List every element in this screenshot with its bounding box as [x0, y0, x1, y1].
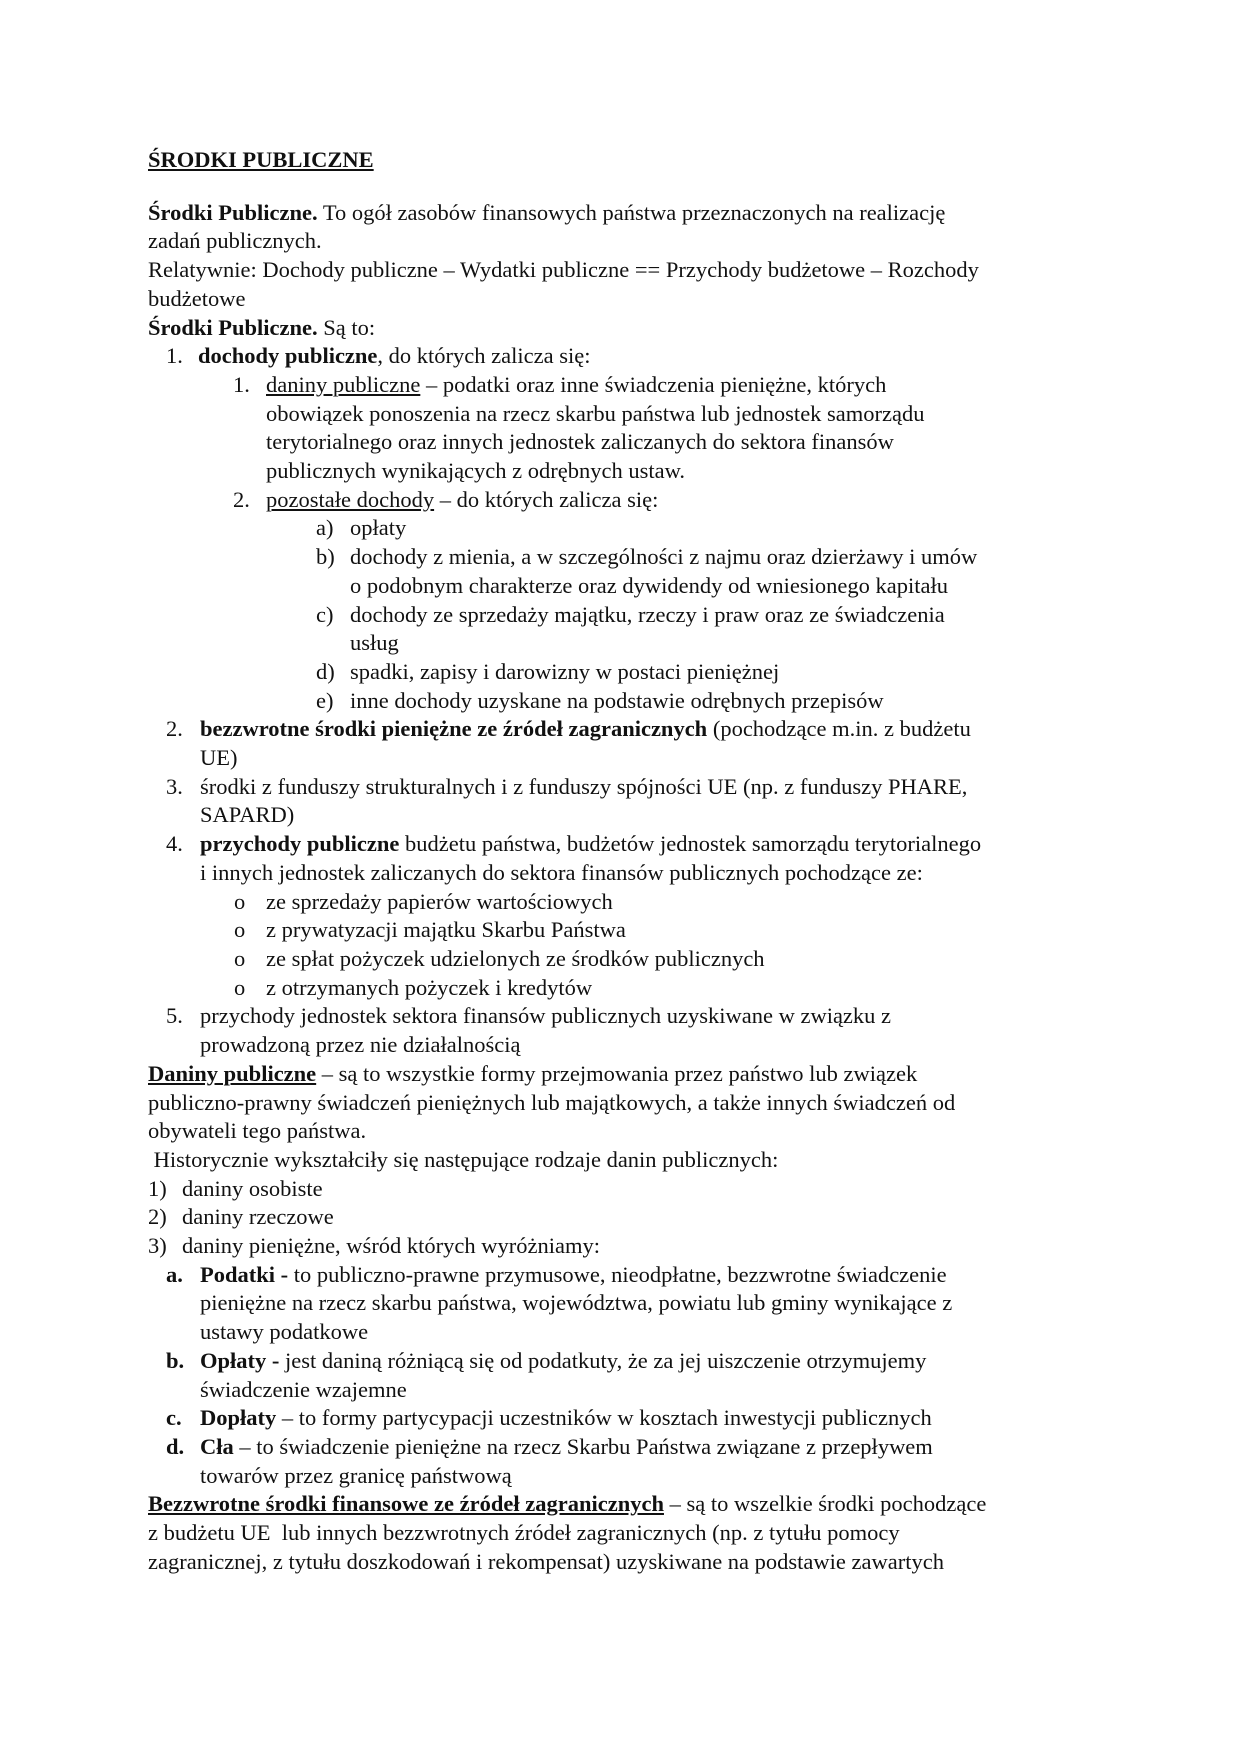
daniny-line-2: publiczno-prawny świadczeń pieniężnych lub majątkowych, a także innych świadczeń od	[148, 1089, 956, 1115]
bezzwrotne-line-3: zagranicznej, z tytułu doszkodowań i rekompensat) uzyskiwane na podstawie zawartych	[148, 1548, 944, 1574]
letter-item-a: a) opłaty	[316, 515, 407, 541]
list-item-5-line-2: prowadzoną przez nie działalnością	[200, 1032, 521, 1058]
bullet-item: o ze spłat pożyczek udzielonych ze środków publicznych	[234, 945, 765, 971]
list-item-4-line-2: i innych jednostek zaliczanych do sektora finansów publicznych pochodzące ze:	[200, 859, 923, 885]
list-item-4: 4. przychody publiczne budżetu państwa, budżetów jednostek samorządu terytorialnego	[166, 831, 982, 857]
bullet-item: o ze sprzedaży papierów wartościowych	[234, 888, 613, 914]
daniny-sub-a-line-3: ustawy podatkowe	[200, 1319, 369, 1345]
letter-item-c: c) dochody ze sprzedaży majątku, rzeczy i praw oraz ze świadczenia	[316, 601, 945, 627]
letter-item-b: b) dochody z mienia, a w szczególności z najmu oraz dzierżawy i umów	[316, 544, 978, 570]
bezzwrotne-definition: Bezzwrotne środki finansowe ze źródeł zagranicznych – są to wszelkie środki pochodzące	[148, 1491, 987, 1517]
daniny-item-1: 1) daniny osobiste	[148, 1175, 323, 1201]
daniny-definition: Daniny publiczne – są to wszystkie formy przejmowania przez państwo lub związek	[148, 1060, 918, 1086]
list-item-1: 1. dochody publiczne, do których zalicza się:	[166, 343, 591, 369]
daniny-item-3: 3) daniny pieniężne, wśród których wyróżniamy:	[148, 1233, 601, 1259]
letter-item-d: d) spadki, zapisy i darowizny w postaci pieniężnej	[316, 658, 780, 684]
daniny-sub-d-line-2: towarów przez granicę państwową	[200, 1462, 512, 1488]
definition-line-2: zadań publicznych.	[148, 228, 322, 254]
list-item-1-1: 1. daniny publiczne – podatki oraz inne świadczenia pieniężne, których	[233, 371, 887, 397]
daniny-item-2: 2) daniny rzeczowe	[148, 1204, 334, 1230]
daniny-sub-c: c. Dopłaty – to formy partycypacji uczestników w kosztach inwestycji publicznych	[166, 1405, 932, 1431]
daniny-sub-d: d. Cła – to świadczenie pieniężne na rzecz Skarbu Państwa związane z przepływem	[166, 1433, 933, 1459]
list-item-2: 2. bezzwrotne środki pieniężne ze źródeł zagranicznych (pochodzące m.in. z budżetu	[166, 716, 971, 742]
list-item-1-2: 2. pozostałe dochody – do których zalicza się:	[233, 486, 659, 512]
daniny-historical: Historycznie wykształciły się następujące rodzaje danin publicznych:	[148, 1146, 779, 1172]
list-item-5: 5. przychody jednostek sektora finansów publicznych uzyskiwane w związku z	[166, 1003, 892, 1029]
list-item-2-line-2: UE)	[200, 745, 238, 771]
bullet-item: o z prywatyzacji majątku Skarbu Państwa	[234, 917, 626, 943]
letter-item-c-line-2: usług	[350, 630, 399, 656]
letter-item-e: e) inne dochody uzyskane na podstawie odrębnych przepisów	[316, 687, 884, 713]
definition-label: Środki Publiczne.	[148, 199, 318, 225]
relation-line-2: budżetowe	[148, 285, 246, 311]
bezzwrotne-label: Bezzwrotne środki finansowe ze źródeł zagranicznych	[148, 1491, 664, 1517]
document-page	[148, 146, 1108, 1576]
letter-list	[148, 514, 1108, 715]
page-title: ŚRODKI PUBLICZNE	[148, 147, 374, 172]
list-item-1-1-line-2: obowiązek ponoszenia na rzecz skarbu państwa lub jednostek samorządu	[266, 400, 925, 426]
sa-to-line: Środki Publiczne. Są to:	[148, 314, 376, 340]
list-item-1-1-line-4: publicznych wynikających z odrębnych ustaw.	[266, 458, 686, 484]
list-item-3: 3. środki z funduszy strukturalnych i z funduszy spójności UE (np. z funduszy PHARE,	[166, 773, 968, 799]
daniny-sub-a-line-2: pieniężne na rzecz skarbu państwa, województwa, powiatu lub gminy wynikające z	[200, 1290, 953, 1316]
daniny-label: Daniny publiczne	[148, 1060, 317, 1086]
list-item-3-line-2: SAPARD)	[200, 802, 295, 828]
daniny-sub-b: b. Opłaty - jest daniną różniącą się od podatkuty, że za jej uiszczenie otrzymujemy	[166, 1347, 927, 1373]
daniny-sub-a: a. Podatki - to publiczno-prawne przymusowe, nieodpłatne, bezzwrotne świadczenie	[166, 1261, 947, 1287]
bullet-item: o z otrzymanych pożyczek i kredytów	[234, 974, 593, 1000]
bezzwrotne-line-2: z budżetu UE lub innych bezzwrotnych źródeł zagranicznych (np. z tytułu pomocy	[148, 1520, 900, 1546]
letter-item-b-line-2: o podobnym charakterze oraz dywidendy od wniesionego kapitału	[350, 572, 948, 598]
relation-line-1: Relatywnie: Dochody publiczne – Wydatki publiczne == Przychody budżetowe – Rozchody	[148, 257, 979, 283]
definition-line-1: Środki Publiczne. To ogół zasobów finansowych państwa przeznaczonych na realizację	[148, 199, 946, 225]
daniny-sub-b-line-2: świadczenie wzajemne	[200, 1376, 407, 1402]
list-item-1-1-line-3: terytorialnego oraz innych jednostek zaliczanych do sektora finansów	[266, 429, 894, 455]
daniny-line-3: obywateli tego państwa.	[148, 1118, 367, 1144]
